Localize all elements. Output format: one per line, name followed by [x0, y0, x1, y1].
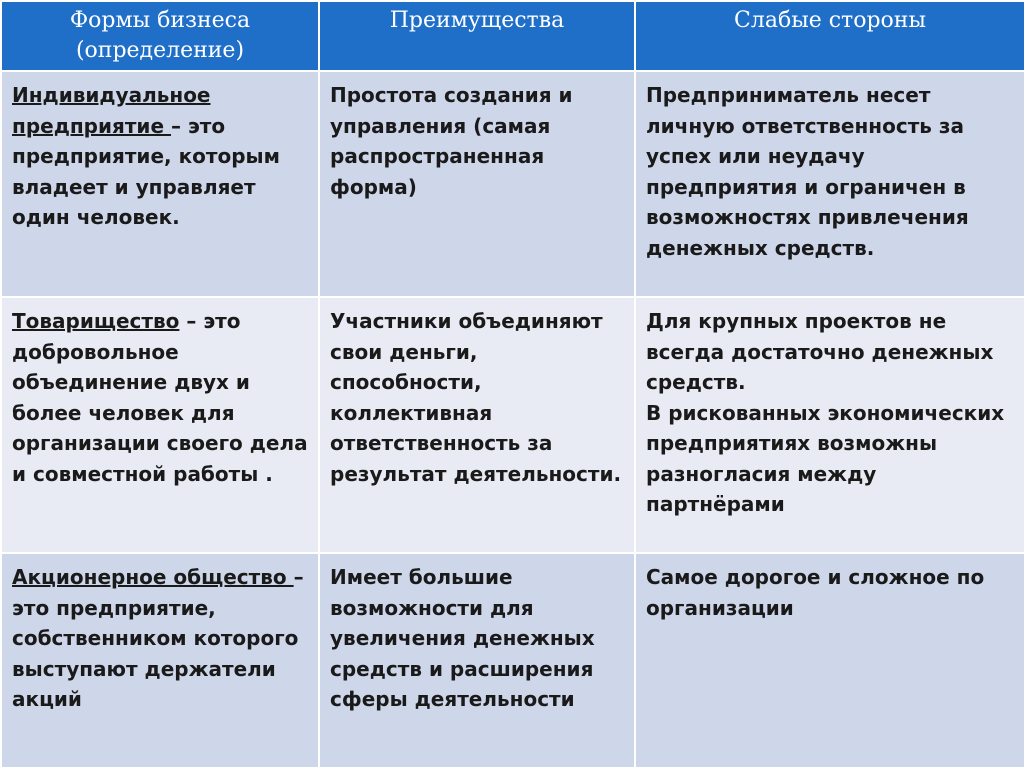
advantages-cell: [319, 297, 635, 553]
advantages-text: Имеет большие возможности для увеличения денежных средств и расширения сферы деятельности: [330, 565, 595, 711]
weaknesses-cell: [635, 71, 1024, 297]
form-cell: [1, 71, 319, 297]
header-row: [1, 1, 1024, 71]
form-cell: [1, 553, 319, 768]
form-term: Индивидуальное предприятие: [12, 83, 211, 138]
weaknesses-cell: [635, 553, 1024, 768]
form-definition: – это предприятие, которым владеет и управляет один человек.: [12, 113, 280, 229]
weaknesses-text: Самое дорогое и сложное по организации: [646, 565, 985, 620]
table-row: [1, 553, 1024, 768]
form-definition: – это предприятие, собственником которого выступают держатели акций: [12, 565, 304, 711]
header-forms: [1, 1, 319, 71]
weaknesses-text: Для крупных проектов не всегда достаточно денежных средств. В рискованных экономических предприятиях возможны разногласия между партнёрами: [646, 309, 1005, 516]
advantages-cell: [319, 553, 635, 768]
table-row: [1, 71, 1024, 297]
header-forms-label: Формы бизнеса (определение): [69, 8, 251, 63]
weaknesses-text: Предприниматель несет личную ответственность за успех или неудачу предприятия и ограничен в возможностях привлечения денежных средств.: [646, 83, 969, 260]
form-cell: [1, 297, 319, 553]
form-term: Акционерное общество: [12, 565, 294, 589]
advantages-text: Участники объединяют свои деньги, способности, коллективная ответственность за результат деятельности.: [330, 309, 622, 486]
weaknesses-cell: [635, 297, 1024, 553]
advantages-text: Простота создания и управления (самая распространенная форма): [330, 83, 573, 199]
header-advantages: [319, 1, 635, 71]
form-definition: – это добровольное объединение двух и более человек для организации своего дела и совместной работы .: [12, 309, 308, 486]
table-row: [1, 297, 1024, 553]
header-advantages-label: Преимущества: [389, 8, 565, 33]
header-weaknesses: [635, 1, 1024, 71]
form-term: Товарищество: [12, 309, 180, 333]
header-weaknesses-label: Слабые стороны: [734, 8, 926, 33]
advantages-cell: [319, 71, 635, 297]
